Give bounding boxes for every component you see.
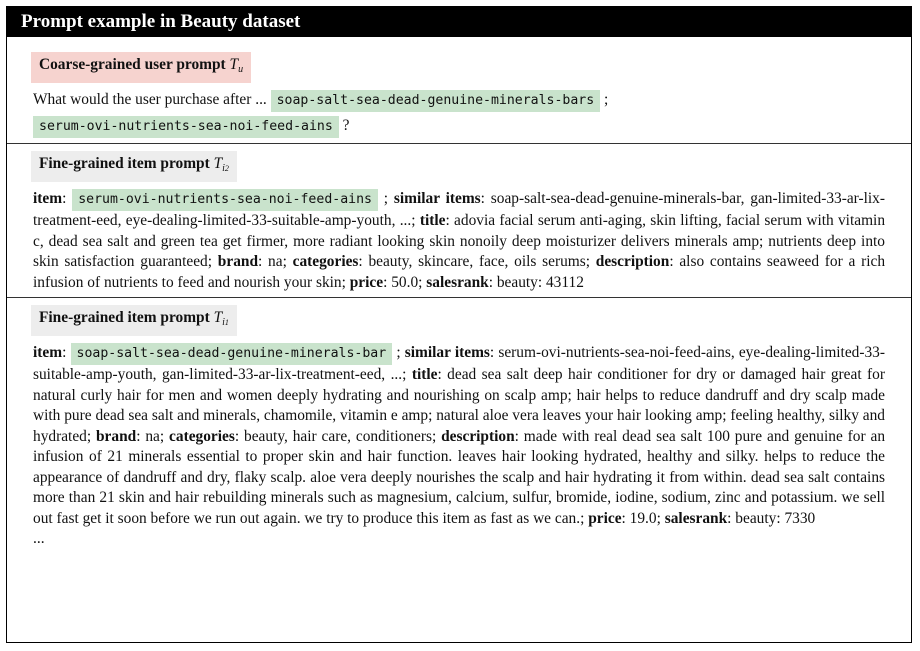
history-item-2: serum-ovi-nutrients-sea-noi-feed-ains (33, 116, 339, 138)
target-item: soap-salt-sea-dead-genuine-minerals-bar (71, 343, 393, 365)
user-prompt-symbol: $T_u$ (229, 56, 244, 75)
box-title: Prompt example in Beauty dataset (7, 7, 911, 37)
prompt-example-box (6, 6, 912, 643)
user-prompt-text: What would the user purchase after ... soap-salt-sea-dead-genuine-minerals-bars ; serum-ovi-nutrients-sea-noi-feed-ains ? (33, 87, 885, 139)
target-item: serum-ovi-nutrients-sea-noi-feed-ains (72, 189, 378, 211)
ellipsis: ... (33, 530, 45, 547)
box-content (7, 37, 911, 550)
item-prompt-1-label: Fine-grained item prompt $T_{i1}$ (31, 305, 237, 336)
history-item-1: soap-salt-sea-dead-genuine-minerals-bars (271, 90, 601, 112)
item-prompt-2-text: item: serum-ovi-nutrients-sea-noi-feed-ains ; similar items: soap-salt-sea-dead-genuine-minerals-bar, gan-limited-33-ar-lix-treatment-eed, eye-dealing-limited-33-suitable-amp-youth, ...; title: adovia facial serum anti-aging, skin lifting, facial serum with vitamin c, dead sea salt and green tea get firmer, more radiant looking skin nonoily deep moisturizer delivers minerals amp; nutrients deep into skin satisfaction guaranteed; brand: na; categories: beauty, skincare, face, oils serums; description: also contains seaweed for a rich infusion of nutrients to feed and nourish your skin; price: 50.0; salesrank: beauty: 43112 (33, 190, 886, 291)
item-prompt-1-symbol: $T_{i1}$ (213, 309, 229, 328)
item-prompt-2-symbol: $T_{i2}$ (213, 155, 229, 174)
user-prompt-label: Coarse-grained user prompt $T_u$ (31, 52, 251, 83)
item-prompt-1-text: item: soap-salt-sea-dead-genuine-minerals-bar ; similar items: serum-ovi-nutrients-sea-noi-feed-ains, eye-dealing-limited-33-suitable-amp-youth, gan-limited-33-ar-lix-treatment-eed, ...; title: dead sea salt deep hair conditioner for dry or damaged hair great for natural curly hair for men and women deeply hydrating and nourishing on scalp amp; hair helps to reduce dandruff and dry scalp made with pure dead sea salt and minerals, chamomile, vitamin e amp; natural aloe vera leaves your hair looking amp; feeling healthy, silky and hydrated; brand: na; categories: beauty, hair care, conditioners; description: made with real dead sea salt 100 pure and genuine for an infusion of 21 minerals essential to proper skin and hair function. leaves hair looking hydrated, healthy and silky. helps to reduce the appearance of dandruff and dry, flaky scalp. aloe vera deeply nourishes the scalp and hair hydrating it from within. dead sea salt contains more than 21 skin and hair rebuilding minerals such as magnesium, calcium, sulfur, bromide, iodine, sodium, zinc and potassium. we sell out fast get it soon before we run out again. we try to produce this item as fast as we can.; price: 19.0; salesrank: beauty: 7330 ... (33, 344, 886, 547)
item-prompt-2-label: Fine-grained item prompt $T_{i2}$ (31, 151, 237, 182)
